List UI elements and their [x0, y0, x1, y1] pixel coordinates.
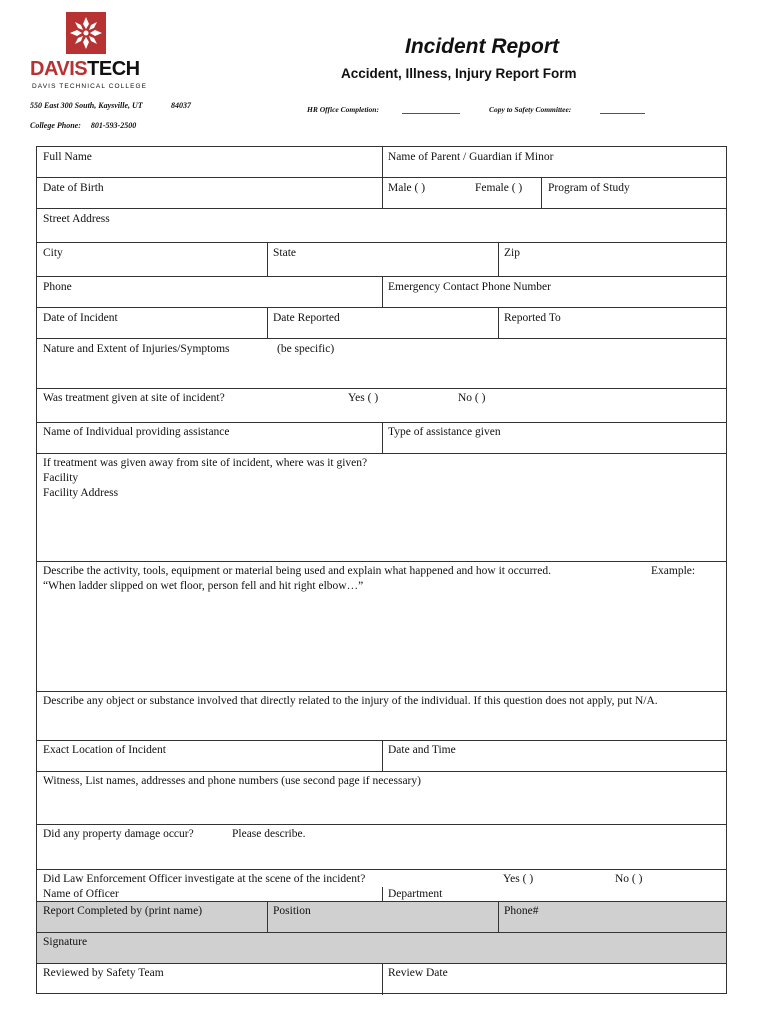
reported-to-label: Reported To — [504, 312, 561, 324]
property-question: Did any property damage occur? — [43, 828, 194, 840]
be-specific-label: (be specific) — [277, 343, 335, 355]
phone-label: College Phone: — [30, 121, 81, 130]
example-label: Example: — [651, 565, 696, 577]
review-date-label: Review Date — [388, 967, 448, 979]
college-address: 550 East 300 South, Kaysville, UT — [30, 101, 143, 110]
city-label: City — [43, 247, 63, 259]
officer-label: Name of Officer — [43, 888, 119, 900]
college-zip: 84037 — [171, 101, 191, 110]
male-checkbox[interactable]: Male ( ) — [388, 182, 426, 194]
page-subtitle: Accident, Illness, Injury Report Form — [341, 66, 577, 81]
brand-subtitle: DAVIS TECHNICAL COLLEGE — [32, 83, 148, 90]
exact-location-label: Exact Location of Incident — [43, 744, 166, 756]
example-text: “When ladder slipped on wet floor, person fell and hit right elbow…” — [43, 580, 364, 592]
copy-safety-label: Copy to Safety Committee: — [489, 105, 572, 114]
law-question: Did Law Enforcement Officer investigate at the scene of the incident? — [43, 873, 366, 885]
zip-label: Zip — [504, 247, 520, 259]
nature-label: Nature and Extent of Injuries/Symptoms — [43, 343, 230, 355]
phone-label: Phone — [43, 281, 72, 293]
brand-davis: DAVIS — [30, 58, 88, 80]
away-question: If treatment was given away from site of incident, where was it given? — [43, 457, 368, 469]
shaded-row-signature — [37, 932, 726, 963]
department-label: Department — [388, 888, 443, 900]
witness-label: Witness, List names, addresses and phone numbers (use second page if necessary) — [43, 775, 421, 787]
dob-label: Date of Birth — [43, 182, 104, 194]
date-reported-label: Date Reported — [273, 312, 340, 324]
parent-guardian-label: Name of Parent / Guardian if Minor — [388, 151, 554, 163]
program-label: Program of Study — [548, 182, 630, 194]
phone-number: 801-593-2500 — [90, 121, 137, 130]
date-time-label: Date and Time — [388, 744, 456, 756]
individual-label: Name of Individual providing assistance — [43, 426, 230, 438]
law-no-checkbox[interactable]: No ( ) — [615, 873, 643, 885]
describe-activity-label: Describe the activity, tools, equipment or material being used and explain what happened and how it occurred. — [43, 565, 551, 577]
brand-name — [30, 58, 140, 81]
college-phone — [30, 121, 136, 130]
snowflake-logo-icon — [66, 12, 106, 54]
facility-label: Facility — [43, 472, 79, 484]
law-yes-checkbox[interactable]: Yes ( ) — [503, 873, 534, 885]
state-label: State — [273, 247, 296, 259]
college-logo — [66, 12, 106, 54]
emergency-label: Emergency Contact Phone Number — [388, 281, 551, 293]
treatment-question: Was treatment given at site of incident? — [43, 392, 225, 404]
position-label: Position — [273, 905, 311, 917]
incident-form — [36, 146, 727, 994]
facility-address-label: Facility Address — [43, 487, 119, 499]
brand-tech: TECH — [87, 58, 140, 80]
hr-office-label: HR Office Completion: — [307, 105, 379, 114]
please-describe-label: Please describe. — [232, 828, 306, 840]
date-incident-label: Date of Incident — [43, 312, 118, 324]
street-label: Street Address — [43, 213, 110, 225]
signature-label: Signature — [43, 936, 88, 948]
reviewed-by-label: Reviewed by Safety Team — [43, 967, 164, 979]
treatment-no-checkbox[interactable]: No ( ) — [458, 392, 486, 404]
describe-object-label: Describe any object or substance involved that directly related to the injury of the individual. If this question does not apply, put N/A. — [43, 695, 658, 707]
assistance-type-label: Type of assistance given — [388, 426, 501, 438]
female-checkbox[interactable]: Female ( ) — [475, 182, 523, 194]
phone-hash-label: Phone# — [504, 905, 539, 917]
page-title: Incident Report — [405, 35, 560, 58]
treatment-yes-checkbox[interactable]: Yes ( ) — [348, 392, 379, 404]
completed-by-label: Report Completed by (print name) — [43, 905, 203, 917]
full-name-label: Full Name — [43, 151, 92, 163]
copy-safety-blank[interactable] — [600, 105, 645, 114]
hr-office-blank[interactable] — [402, 105, 460, 114]
